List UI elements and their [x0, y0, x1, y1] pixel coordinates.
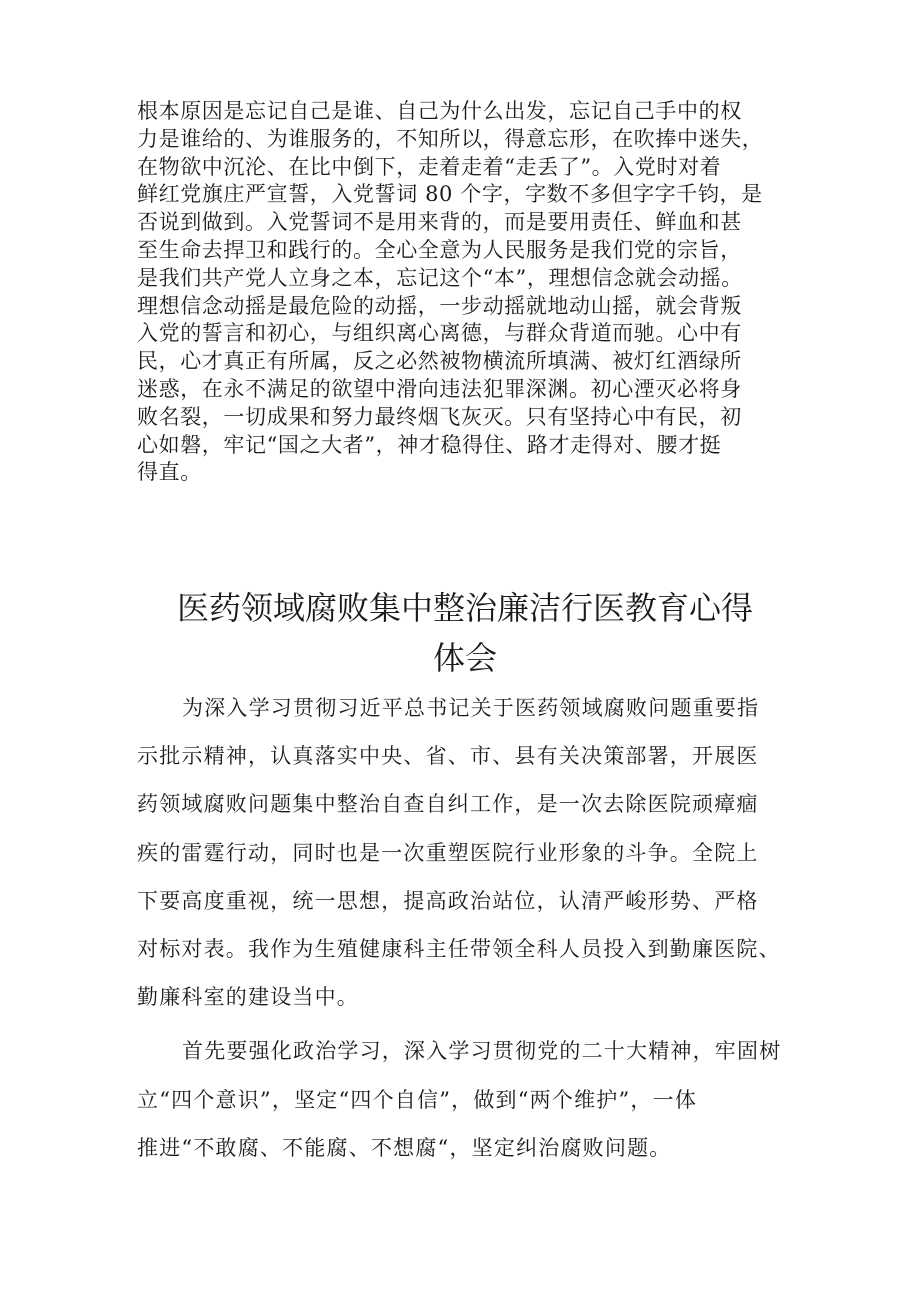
text-line: 入党的誓言和初心，与组织离心离德，与群众背道而驰。心中有 [137, 321, 742, 346]
text-line: 力是谁给的、为谁服务的，不知所以，得意忘形，在吹捧中迷失， [137, 126, 764, 151]
article-title-line-1: 医药领域腐败集中整治廉洁行医教育心得 [176, 589, 753, 627]
text-line: 迷惑，在永不满足的欲望中滑向违法犯罪深渊。初心湮灭必将身 [137, 376, 742, 401]
article-title-line-2: 体会 [432, 639, 497, 677]
text-line: 至生命去捍卫和践行的。全心全意为人民服务是我们党的宗旨， [137, 237, 742, 262]
text-line: 在物欲中沉沦、在比中倒下，走着走着“走丢了”。入党时对着 [137, 154, 722, 179]
text-line: 民，心才真正有所属，反之必然被物横流所填满、被灯红酒绿所 [137, 349, 742, 374]
text-line: 理想信念动摇是最危险的动摇，一步动摇就地动山摇，就会背叛 [137, 293, 742, 318]
text-line: 得直。 [137, 460, 202, 485]
text-line: 推进“不敢腐、不能腐、不想腐“，坚定纠治腐败问题。 [137, 1135, 672, 1160]
text-line: 是我们共产党人立身之本，忘记这个“本”，理想信念就会动摇。 [137, 265, 743, 290]
text-line: 否说到做到。入党誓词不是用来背的，而是要用责任、鲜血和甚 [137, 210, 742, 235]
text-line: 为深入学习贯彻习近平总书记关于医药领域腐败问题重要指 [182, 696, 760, 720]
text-line: 示批示精神，认真落实中央、省、市、县有关决策部署，开展医 [137, 744, 759, 769]
text-line: 对标对表。我作为生殖健康科主任带领全科人员投入到勤廉医院、 [137, 937, 781, 962]
text-line: 首先要强化政治学习，深入学习贯彻党的二十大精神，牢固树 [182, 1039, 782, 1064]
text-line: 下要高度重视，统一思想，提高政治站位，认清严峻形势、严格 [137, 888, 759, 913]
text-line: 败名裂，一切成果和努力最终烟飞灰灭。只有坚持心中有民，初 [137, 404, 742, 429]
text-line: 心如磐，牢记“国之大者”，神才稳得住、路才走得对、腰才挺 [137, 432, 722, 457]
text-line: 鲜红党旗庄严宣誓，入党誓词 80 个字，字数不多但字字千钧，是 [137, 182, 763, 207]
text-line: 立“四个意识”，坚定“四个自信”，做到“两个维护”，一体 [137, 1087, 698, 1112]
article-title [120, 583, 810, 683]
text-line: 药领域腐败问题集中整治自查自纠工作，是一次去除医院顽瘴痼 [137, 792, 759, 817]
text-line: 疾的雷霆行动，同时也是一次重塑医院行业形象的斗争。全院上 [137, 840, 759, 865]
article-body [137, 684, 817, 1172]
paragraph-continued [137, 98, 809, 487]
text-line: 根本原因是忘记自己是谁、自己为什么出发，忘记自己手中的权 [137, 99, 742, 123]
text-line: 勤廉科室的建设当中。 [137, 985, 359, 1010]
